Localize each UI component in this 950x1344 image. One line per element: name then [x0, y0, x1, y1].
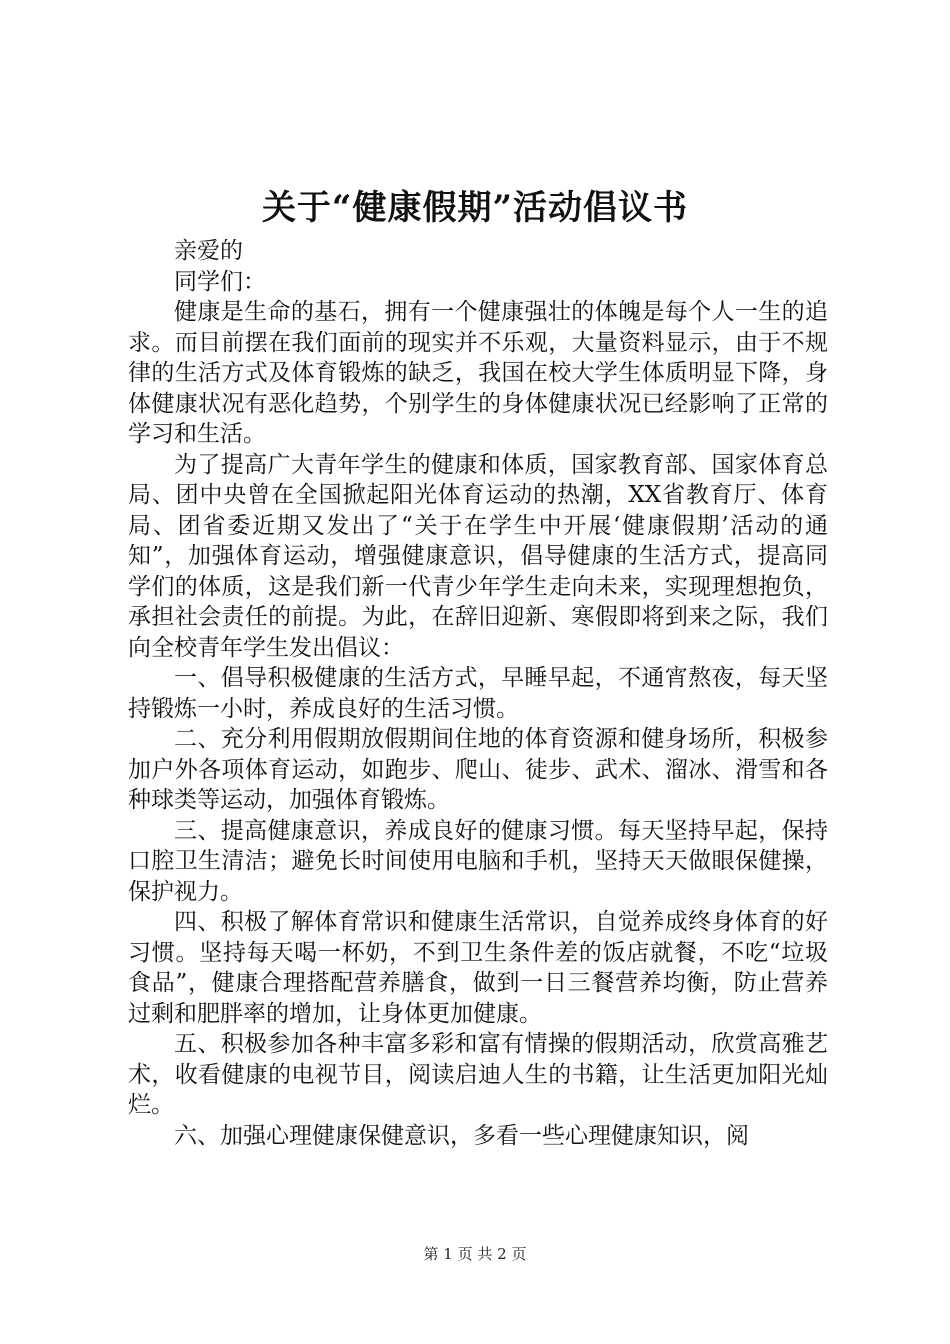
body-paragraph: 为了提高广大青年学生的健康和体质，国家教育部、国家体育总局、团中央曾在全国掀起阳光体育运动的热潮，XX省教育厅、体育局、团省委近期又发出了“关于在学生中开展‘健康假期’活动的通知”，加强体育运动，增强健康意识，倡导健康的生活方式，提高同学们的体质，这是我们新一代青少年学生走向未来，实现理想抱负，承担社会责任的前提。为此，在辞旧迎新、寒假即将到来之际，我们向全校青年学生发出倡议： [128, 451, 828, 661]
greeting-line: 亲爱的 [174, 238, 243, 264]
document-title: 关于“健康假期”活动倡议书 [261, 188, 689, 228]
proposal-item: 一、倡导积极健康的生活方式，早睡早起，不通宵熬夜，每天坚持锻炼一小时，养成良好的生活习惯。 [128, 665, 828, 722]
proposal-item: 四、积极了解体育常识和健康生活常识，自觉养成终身体育的好习惯。坚持每天喝一杯奶，不到卫生条件差的饭店就餐，不吃“垃圾食品”，健康合理搭配营养膳食，做到一日三餐营养均衡，防止营养过剩和肥胖率的增加，让身体更加健康。 [128, 909, 828, 1027]
proposal-item: 二、充分利用假期放假期间住地的体育资源和健身场所，积极参加户外各项体育运动，如跑步、爬山、徒步、武术、溜冰、滑雪和各种球类等运动，加强体育锻炼。 [128, 726, 828, 813]
proposal-item: 六、加强心理健康保健意识，多看一些心理健康知识，阅 [174, 1122, 749, 1149]
body-paragraph: 健康是生命的基石，拥有一个健康强壮的体魄是每个人一生的追求。而目前摆在我们面前的现实并不乐观，大量资料显示，由于不规律的生活方式及体育锻炼的缺乏，我国在校大学生体质明显下降，身体健康状况有恶化趋势，个别学生的身体健康状况已经影响了正常的学习和生活。 [128, 299, 828, 447]
proposal-item: 五、积极参加各种丰富多彩和富有情操的假期活动，欣赏高雅艺术，收看健康的电视节目，阅读启迪人生的书籍，让生活更加阳光灿烂。 [128, 1031, 828, 1118]
document-body [128, 236, 828, 1151]
page-footer: 第 1 页 共 2 页 [423, 1245, 527, 1263]
greeting-line: 同学们： [174, 268, 266, 295]
proposal-item: 三、提高健康意识，养成良好的健康习惯。每天坚持早起，保持口腔卫生清洁；避免长时间使用电脑和手机，坚持天天做眼保健操，保护视力。 [128, 817, 828, 905]
